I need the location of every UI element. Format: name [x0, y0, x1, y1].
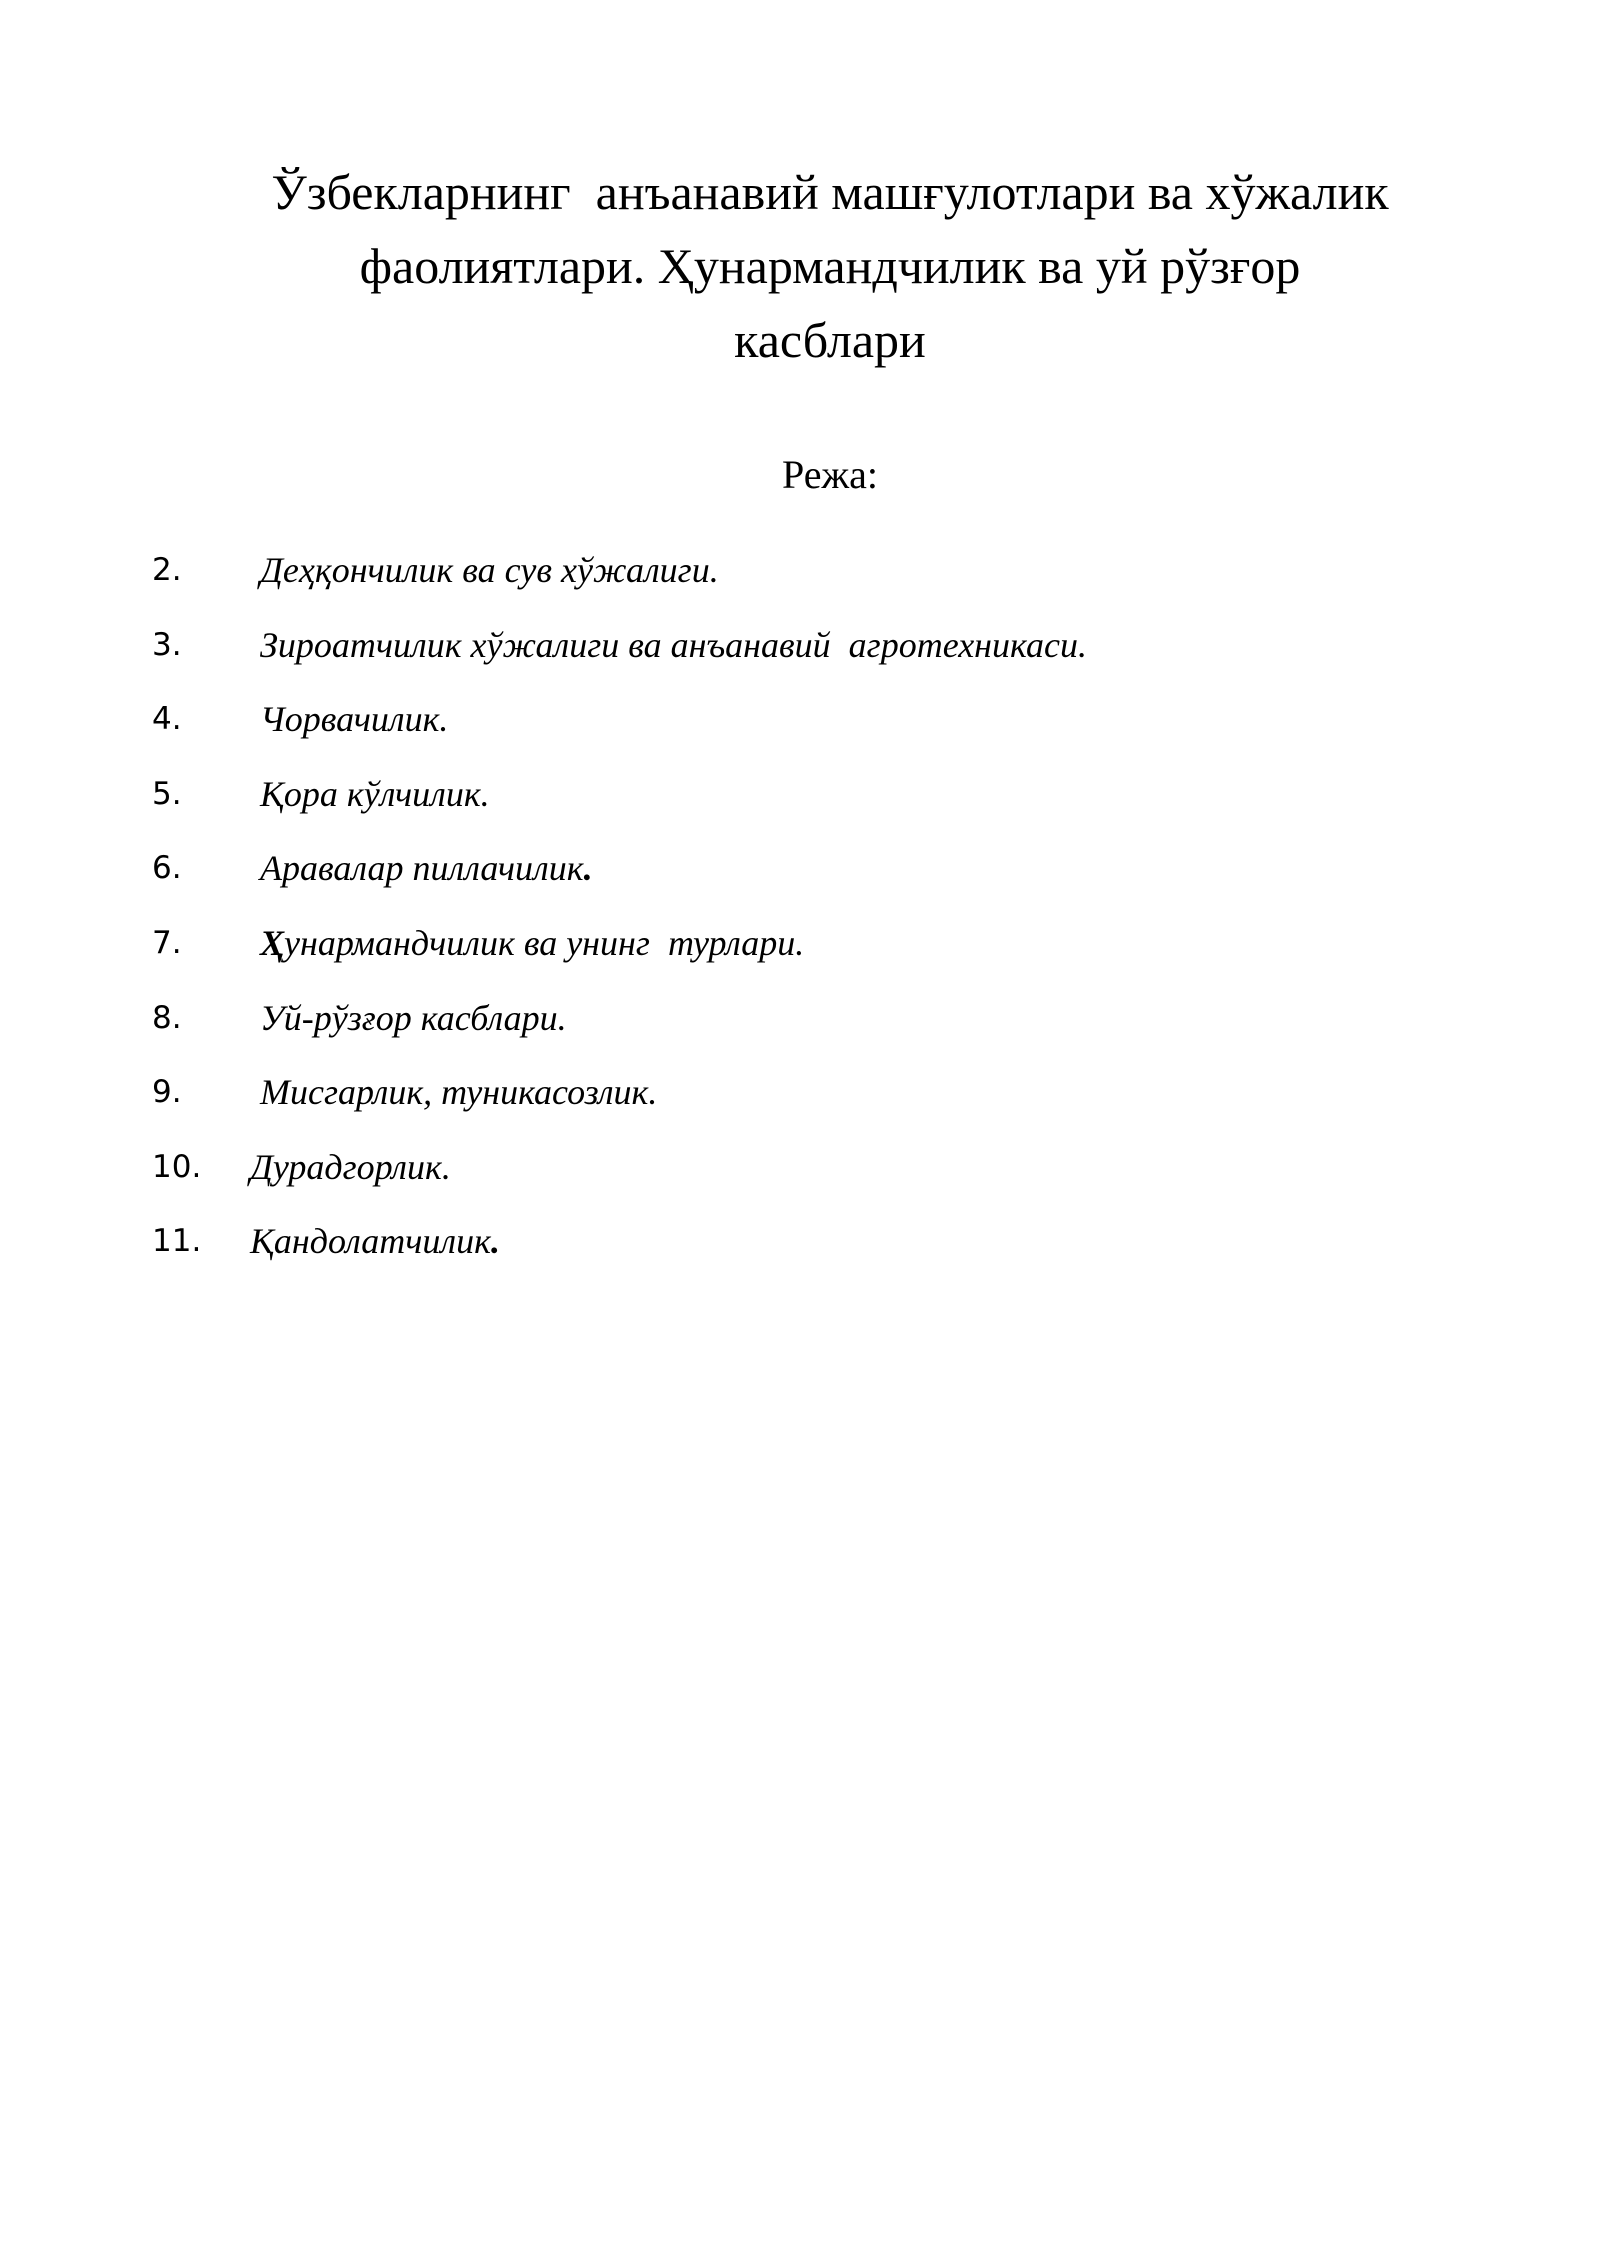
- plan-item-text-bold-suffix: .: [583, 848, 593, 889]
- plan-item: [0, 1137, 1600, 1212]
- plan-heading: Режа:: [782, 452, 878, 497]
- plan-item-number: 3.: [152, 626, 182, 663]
- plan-item: [0, 540, 1600, 615]
- plan-item-text: [260, 913, 804, 973]
- plan-item-number: 8.: [152, 999, 182, 1036]
- plan-list: [0, 540, 1600, 1286]
- plan-item-number: 5.: [152, 775, 182, 812]
- plan-item-text-main: Қандолатчилик: [250, 1221, 491, 1262]
- plan-item-text: Қора кўлчилик.: [260, 773, 490, 814]
- plan-item: [0, 838, 1600, 913]
- plan-item: [0, 1062, 1600, 1137]
- title-line-2: фаолиятлари. Ҳунармандчилик ва уй рўзғор: [359, 238, 1301, 294]
- plan-item: [0, 764, 1600, 839]
- plan-item-number: 4.: [152, 701, 182, 738]
- plan-item: [0, 615, 1600, 690]
- plan-item-text: [260, 838, 593, 898]
- plan-item-text-main: унармандчилик ва унинг турлари.: [284, 922, 805, 963]
- plan-item-text: [250, 1211, 500, 1271]
- title-line-3: касблари: [734, 312, 926, 368]
- plan-item-text: Чорвачилик.: [260, 699, 449, 740]
- plan-item-text: Дурадгорлик.: [250, 1146, 451, 1187]
- plan-item: [0, 1211, 1600, 1286]
- title-line-1: Ўзбекларнинг анъанавий машғулотлари ва хўжалик: [271, 164, 1389, 220]
- document-title: [150, 155, 1510, 377]
- plan-item-text-bold-prefix: Ҳ: [260, 922, 285, 963]
- plan-item-number: 2.: [152, 552, 182, 588]
- plan-item-text-main: Аравалар пиллачилик: [260, 848, 584, 889]
- plan-item-text: Мисгарлик, туникасозлик.: [260, 1072, 658, 1113]
- plan-item-text: Зироатчилик хўжалиги ва анъанавий агротехникаси.: [260, 624, 1087, 665]
- plan-item-number: 6.: [152, 850, 182, 887]
- plan-item-text: Деҳқончилик ва сув хўжалиги.: [260, 550, 719, 590]
- plan-item-text: Уй-рўзғор касблари.: [260, 997, 567, 1038]
- plan-item-text-bold-suffix: .: [490, 1221, 500, 1262]
- plan-item-number: 9.: [152, 1074, 182, 1111]
- plan-item-number: 7.: [152, 924, 182, 961]
- plan-item: [0, 988, 1600, 1063]
- plan-item: [0, 689, 1600, 764]
- plan-item: [0, 913, 1600, 988]
- plan-item-number: 11.: [152, 1223, 202, 1260]
- plan-item-number: 10.: [152, 1148, 202, 1185]
